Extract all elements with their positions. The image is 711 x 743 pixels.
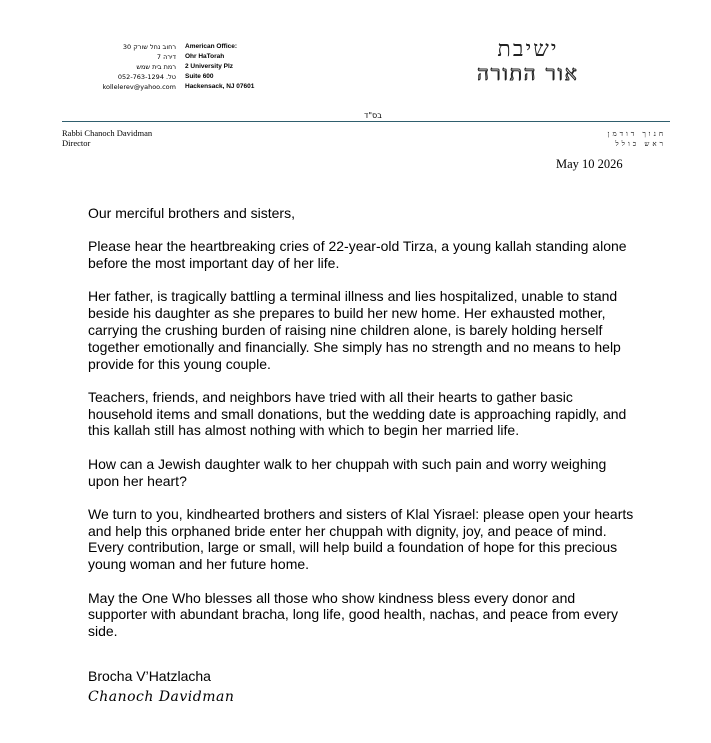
american-office-line: Hackensack, NJ 07601: [185, 83, 255, 90]
american-office-address: [185, 42, 254, 92]
american-office-line: Ohr HaTorah: [185, 53, 225, 60]
logo-line-yeshivat: ישיבת: [497, 37, 559, 62]
israel-address-phone: טל. 052-763-1294: [117, 73, 176, 81]
letter-date: May 10 2026: [556, 157, 623, 171]
paragraph: We turn to you, kindhearted brothers and sisters of Klal Yisrael: please open your hearts and help this orphaned bride enter her chuppah with dignity, joy, and peace of mind. Every contribution, large or small, will help build a foundation of hope for this precious young woman and her future home.: [88, 505, 634, 573]
salutation: Our merciful brothers and sisters,: [88, 205, 295, 221]
paragraph: Please hear the heartbreaking cries of 22-year-old Tirza, a young kallah standing alone before the most important day of her life.: [88, 238, 627, 272]
sender-english: [62, 128, 152, 148]
signature: Chanoch Davidman: [88, 689, 235, 705]
sender-title: Director: [62, 138, 91, 148]
israel-address-email: kollelerev@yahoo.com: [102, 83, 176, 91]
paragraph: Her father, is tragically battling a terminal illness and lies hospitalized, unable to stand beside his daughter as she prepares to build her new home. Her exhausted mother, carrying the crushing burden of raising nine children alone, is barely holding herself together emotionally and financially. She simply has no strength and no means to help provide for this young couple.: [88, 288, 621, 372]
american-office-line: Suite 600: [185, 73, 214, 80]
bsd-marker: בס"ד: [364, 111, 382, 120]
sender-name-hebrew: חנוך דודמן: [607, 130, 666, 138]
letter-body: [88, 205, 638, 656]
sender-name: Rabbi Chanoch Davidman: [62, 128, 153, 138]
logo-line-ohr-hatorah: אור התורה: [477, 61, 579, 85]
israel-address: [90, 42, 176, 92]
paragraph: How can a Jewish daughter walk to her chuppah with such pain and worry weighing upon her heart?: [88, 455, 607, 489]
header-divider: [62, 121, 670, 122]
american-office-line: 2 University Plz: [185, 63, 234, 70]
yeshiva-logo: [448, 38, 608, 88]
sender-hebrew: [560, 129, 666, 149]
paragraph: Teachers, friends, and neighbors have tried with all their hearts to gather basic household items and small donations, but the wedding date is approaching rapidly, and this kallah still has almost nothing with which to begin her married life.: [88, 388, 627, 439]
sender-title-hebrew: ראש כולל: [615, 140, 666, 148]
israel-address-city: רמת בית שמש: [136, 63, 176, 71]
american-office-heading: American Office:: [185, 43, 238, 50]
israel-address-street: רחוב נחל שורק 30: [122, 43, 176, 51]
paragraph: May the One Who blesses all those who show kindness bless every donor and supporter with abundant bracha, long life, good health, nachas, and peace from every side.: [88, 589, 619, 640]
israel-address-apartment: דירה 7: [156, 53, 176, 61]
closing: Brocha V’Hatzlacha: [88, 668, 211, 684]
